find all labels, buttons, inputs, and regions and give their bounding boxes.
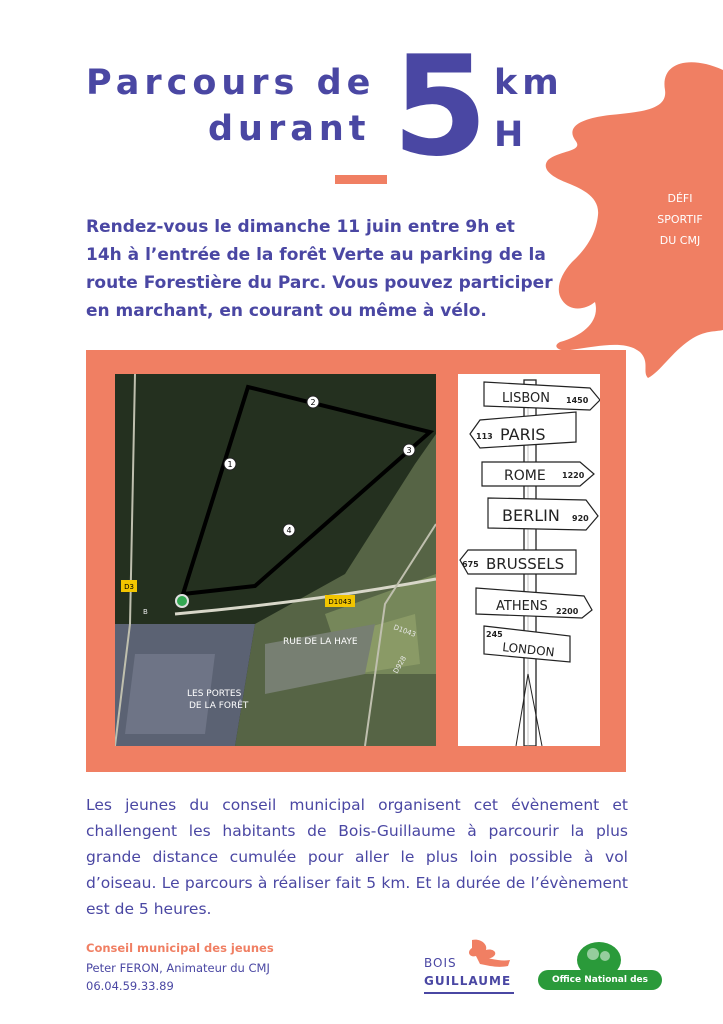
- svg-text:BERLIN: BERLIN: [502, 506, 560, 525]
- svg-text:BRUSSELS: BRUSSELS: [486, 555, 565, 573]
- badge-line3: DU CMJ: [659, 234, 701, 247]
- svg-text:2: 2: [310, 398, 316, 407]
- footer-contact: Peter FERON, Animateur du CMJ: [86, 961, 270, 975]
- start-marker: [176, 595, 188, 607]
- title-big-number: 5: [392, 26, 489, 187]
- svg-text:D3: D3: [124, 583, 134, 591]
- svg-text:PARIS: PARIS: [500, 425, 546, 444]
- svg-text:675: 675: [462, 560, 479, 569]
- svg-text:D1043: D1043: [328, 598, 352, 606]
- place-label-line1: LES PORTES: [187, 689, 242, 699]
- road-label-d928: D928: [391, 654, 409, 675]
- road-label-d1043: [325, 595, 355, 607]
- svg-text:245: 245: [486, 630, 503, 639]
- checkpoint-3: [403, 444, 415, 456]
- checkpoint-2: [307, 396, 319, 408]
- title-line2: durant: [208, 109, 371, 149]
- accent-bar: [335, 175, 387, 184]
- svg-text:1450: 1450: [566, 396, 589, 405]
- bois-guillaume-underline: [424, 992, 514, 994]
- bois-guillaume-logo-line2: GUILLAUME: [424, 974, 512, 988]
- badge-line1: DÉFI: [667, 192, 693, 205]
- footer-phone: 06.04.59.33.89: [86, 979, 174, 993]
- intro-text: Rendez-vous le dimanche 11 juin entre 9h et 14h à l’entrée de la forêt Verte au parking de la route Forestière du Parc. Vous pouvez participer en marchant, en courant ou même à vélo.: [86, 217, 553, 321]
- bois-guillaume-logo-line1: BOIS: [424, 956, 457, 970]
- checkpoint-4: [283, 524, 295, 536]
- svg-text:4: 4: [286, 526, 292, 535]
- street-label: RUE DE LA HAYE: [283, 637, 358, 647]
- svg-text:920: 920: [572, 514, 589, 523]
- badge-line2: SPORTIF: [657, 213, 703, 226]
- road-label-d1043-small: D1043: [392, 623, 417, 639]
- description-text: Les jeunes du conseil municipal organisent cet évènement et challengent les habitants de Bois-Guillaume à parcourir la plus grande distance cumulée pour aller le plus loin possible à vol d’oiseau. Le parcours à réaliser fait 5 km. Et la durée de l’évènement est de 5 heures.: [86, 796, 628, 918]
- svg-text:LONDON: LONDON: [501, 640, 556, 660]
- svg-text:113: 113: [476, 432, 493, 441]
- svg-text:ATHENS: ATHENS: [496, 599, 548, 614]
- sign-berlin: [488, 498, 598, 530]
- svg-text:3: 3: [406, 446, 412, 455]
- svg-text:1: 1: [227, 460, 233, 469]
- svg-text:LISBON: LISBON: [502, 391, 550, 406]
- place-label-line2: DE LA FORÊT: [189, 701, 249, 711]
- road-label-d3: [121, 580, 137, 592]
- route-map: [115, 374, 436, 746]
- title-unit-km: km: [494, 63, 564, 103]
- title-line1: Parcours de: [86, 63, 376, 103]
- svg-text:1220: 1220: [562, 471, 585, 480]
- badge-defi: [640, 188, 720, 251]
- road-label-b: B: [143, 608, 148, 616]
- svg-text:ROME: ROME: [504, 468, 546, 484]
- title-unit-h: H: [494, 115, 524, 155]
- lion-illustration: [0, 0, 723, 400]
- svg-text:2200: 2200: [556, 607, 579, 616]
- onf-logo-text: Office National des Forêts: [538, 970, 662, 990]
- signpost-illustration: [458, 374, 600, 746]
- sign-rome: [482, 462, 594, 486]
- footer-org: Conseil municipal des jeunes: [86, 941, 274, 955]
- sign-brussels: [460, 550, 576, 574]
- checkpoint-1: [224, 458, 236, 470]
